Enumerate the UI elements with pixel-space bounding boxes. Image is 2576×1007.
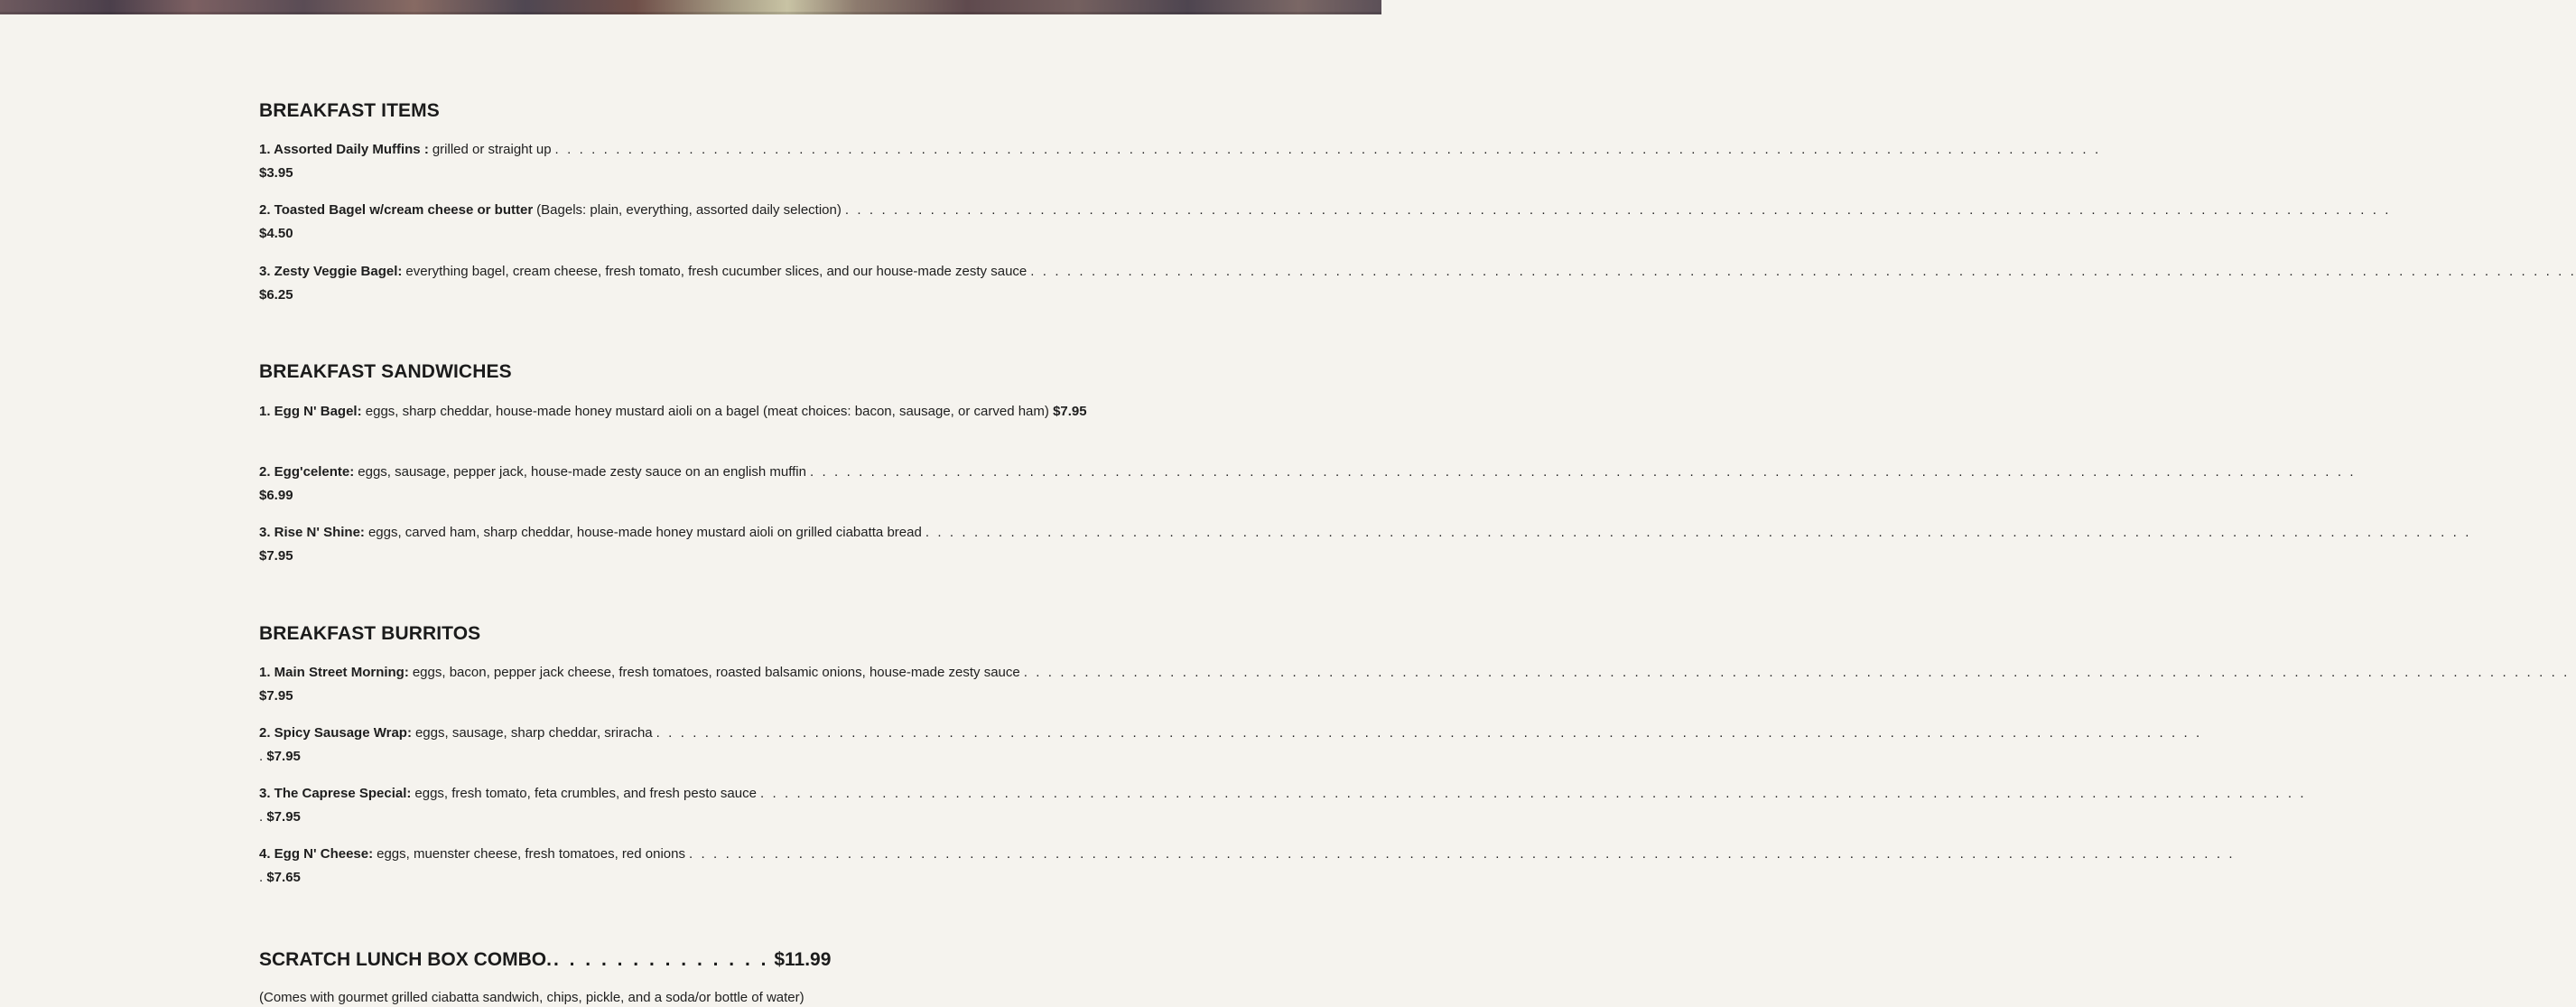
- item-description: eggs, sausage, sharp cheddar, sriracha: [414, 725, 653, 741]
- menu-item: [259, 782, 2307, 828]
- leader-dots: . . . . . . . . . . . . . . . . . . . . . . . . . . . . . . . . . . . . . . . . . . . . . . . . . . . . . . . . . . . . . . . . . . . . . . . . . . . . . . . . . . . . . . . . . . . . . . . . . . . . . . . . . . . . . . . . . . . . . . . . . . . . . . .: [554, 142, 2101, 157]
- item-description: eggs, sharp cheddar, house-made honey mustard aioli on a bagel (meat choices: bacon, sausage, or carved ham): [365, 404, 1049, 419]
- item-price: $6.25: [259, 286, 293, 303]
- trailing-dot: .: [259, 748, 264, 764]
- leader-dots: . . . . . . . . . . . . . . . . . . . . . . . . . . . . . . . . . . . . . . . . . . . . . . . . . . . . . . . . . . . . . . . . . . . . . . . . . . . . . . . . . . . . . . . . . . . . . . . . . . . . . . . . . . . . . . . . . . . . . . . . . . . . . . .: [925, 525, 2471, 540]
- menu-item: [259, 461, 2357, 507]
- item-name: 1. Assorted Daily Muffins :: [259, 142, 429, 157]
- item-description: everything bagel, cream cheese, fresh tomato, fresh cucumber slices, and our house-made zesty sauce: [405, 264, 1028, 279]
- combo-price: $11.99: [774, 949, 832, 970]
- item-price: $6.99: [259, 487, 293, 503]
- item-description: eggs, muenster cheese, fresh tomatoes, red onions: [377, 846, 685, 862]
- item-price: $7.95: [259, 687, 293, 704]
- item-description: eggs, fresh tomato, feta crumbles, and fresh pesto sauce: [414, 786, 757, 801]
- hero-image-strip: [0, 0, 1381, 14]
- item-name: 2. Egg'celente:: [259, 464, 355, 480]
- leader-dots: . . . . . . . . . . . . . . . . . . . . . . . . . . . . . . . . . . . . . . . . . . . . . . . . . . . . . . . . . . . . . . . . . . . . . . . . . . . . . . . . . . . . . . . . . . . . . . . . . . . . . . . . . . . . . . . . . . . . . . . . . . . . . . .: [688, 846, 2236, 862]
- leader-dots: . . . . . . . . . . . . . . . . . . . . . . . . . . . . . . . . . . . . . . . . . . . . . . . . . . . . . . . . . . . . . . . . . . . . . . . . . . . . . . . . . . . . . . . . . . . . . . . . . . . . . . . . . . . . . . . . . . . . . . . . . . . . . . .: [656, 725, 2202, 741]
- combo-name: SCRATCH LUNCH BOX COMBO.: [259, 949, 552, 970]
- menu-item: [259, 138, 2101, 184]
- item-name: 3. Zesty Veggie Bagel:: [259, 264, 403, 279]
- section-title-breakfast-burritos: BREAKFAST BURRITOS: [259, 623, 481, 644]
- item-price: $7.65: [266, 869, 301, 885]
- trailing-dot: .: [259, 808, 264, 825]
- item-name: 3. The Caprese Special:: [259, 786, 412, 801]
- menu-item: [259, 661, 2570, 707]
- item-price: $3.95: [259, 164, 293, 181]
- item-name: 1. Main Street Morning:: [259, 665, 409, 680]
- item-price: $7.95: [1053, 404, 1087, 419]
- menu-item: [259, 199, 2392, 245]
- section-title-breakfast-items: BREAKFAST ITEMS: [259, 100, 440, 121]
- combo-leader-dots: . . . . . . . . . . . . . .: [553, 949, 769, 970]
- item-name: 2. Toasted Bagel w/cream cheese or butter: [259, 202, 534, 218]
- item-name: 3. Rise N' Shine:: [259, 525, 365, 540]
- item-price: $4.50: [259, 225, 293, 241]
- menu-item: [259, 260, 2576, 306]
- menu-item: [259, 722, 2202, 768]
- combo-note: (Comes with gourmet grilled ciabatta sandwich, chips, pickle, and a soda/or bottle of water): [259, 990, 804, 1005]
- menu-item: [259, 843, 2236, 889]
- item-description: eggs, carved ham, sharp cheddar, house-made honey mustard aioli on grilled ciabatta bread: [367, 525, 922, 540]
- trailing-dot: .: [259, 869, 264, 885]
- item-price: $7.95: [266, 808, 301, 825]
- item-price: $7.95: [266, 748, 301, 764]
- section-title-breakfast-sandwiches: BREAKFAST SANDWICHES: [259, 361, 512, 382]
- item-description: eggs, sausage, pepper jack, house-made zesty sauce on an english muffin: [358, 464, 806, 480]
- item-name: 2. Spicy Sausage Wrap:: [259, 725, 412, 741]
- menu-item: [259, 400, 1093, 424]
- item-description: eggs, bacon, pepper jack cheese, fresh tomatoes, roasted balsamic onions, house-made zesty sauce: [412, 665, 1020, 680]
- item-name: 1. Egg N' Bagel:: [259, 404, 362, 419]
- leader-dots: . . . . . . . . . . . . . . . . . . . . . . . . . . . . . . . . . . . . . . . . . . . . . . . . . . . . . . . . . . . . . . . . . . . . . . . . . . . . . . . . . . . . . . . . . . . . . . . . . . . . . . . . . . . . . . . . . . . . . . . . . . . . . . .: [1023, 665, 2570, 680]
- menu-item: [259, 521, 2471, 567]
- leader-dots: . . . . . . . . . . . . . . . . . . . . . . . . . . . . . . . . . . . . . . . . . . . . . . . . . . . . . . . . . . . . . . . . . . . . . . . . . . . . . . . . . . . . . . . . . . . . . . . . . . . . . . . . . . . . . . . . . . . . . . . . . . . . . . .: [809, 464, 2357, 480]
- leader-dots: . . . . . . . . . . . . . . . . . . . . . . . . . . . . . . . . . . . . . . . . . . . . . . . . . . . . . . . . . . . . . . . . . . . . . . . . . . . . . . . . . . . . . . . . . . . . . . . . . . . . . . . . . . . . . . . . . . . . . . . . . . . . . . .: [759, 786, 2307, 801]
- item-price: $7.95: [259, 547, 293, 564]
- leader-dots: . . . . . . . . . . . . . . . . . . . . . . . . . . . . . . . . . . . . . . . . . . . . . . . . . . . . . . . . . . . . . . . . . . . . . . . . . . . . . . . . . . . . . . . . . . . . . . . . . . . . . . . . . . . . . . . . . . . . . . . . . . . . . . .: [844, 202, 2392, 218]
- item-description: grilled or straight up: [432, 142, 552, 157]
- item-description: (Bagels: plain, everything, assorted daily selection): [536, 202, 842, 218]
- item-name: 4. Egg N' Cheese:: [259, 846, 374, 862]
- leader-dots: . . . . . . . . . . . . . . . . . . . . . . . . . . . . . . . . . . . . . . . . . . . . . . . . . . . . . . . . . . . . . . . . . . . . . . . . . . . . . . . . . . . . . . . . . . . . . . . . . . . . . . . . . . . . . . . . . . . . . . . . . . . . . . .: [1030, 264, 2576, 279]
- combo-title: [259, 949, 831, 971]
